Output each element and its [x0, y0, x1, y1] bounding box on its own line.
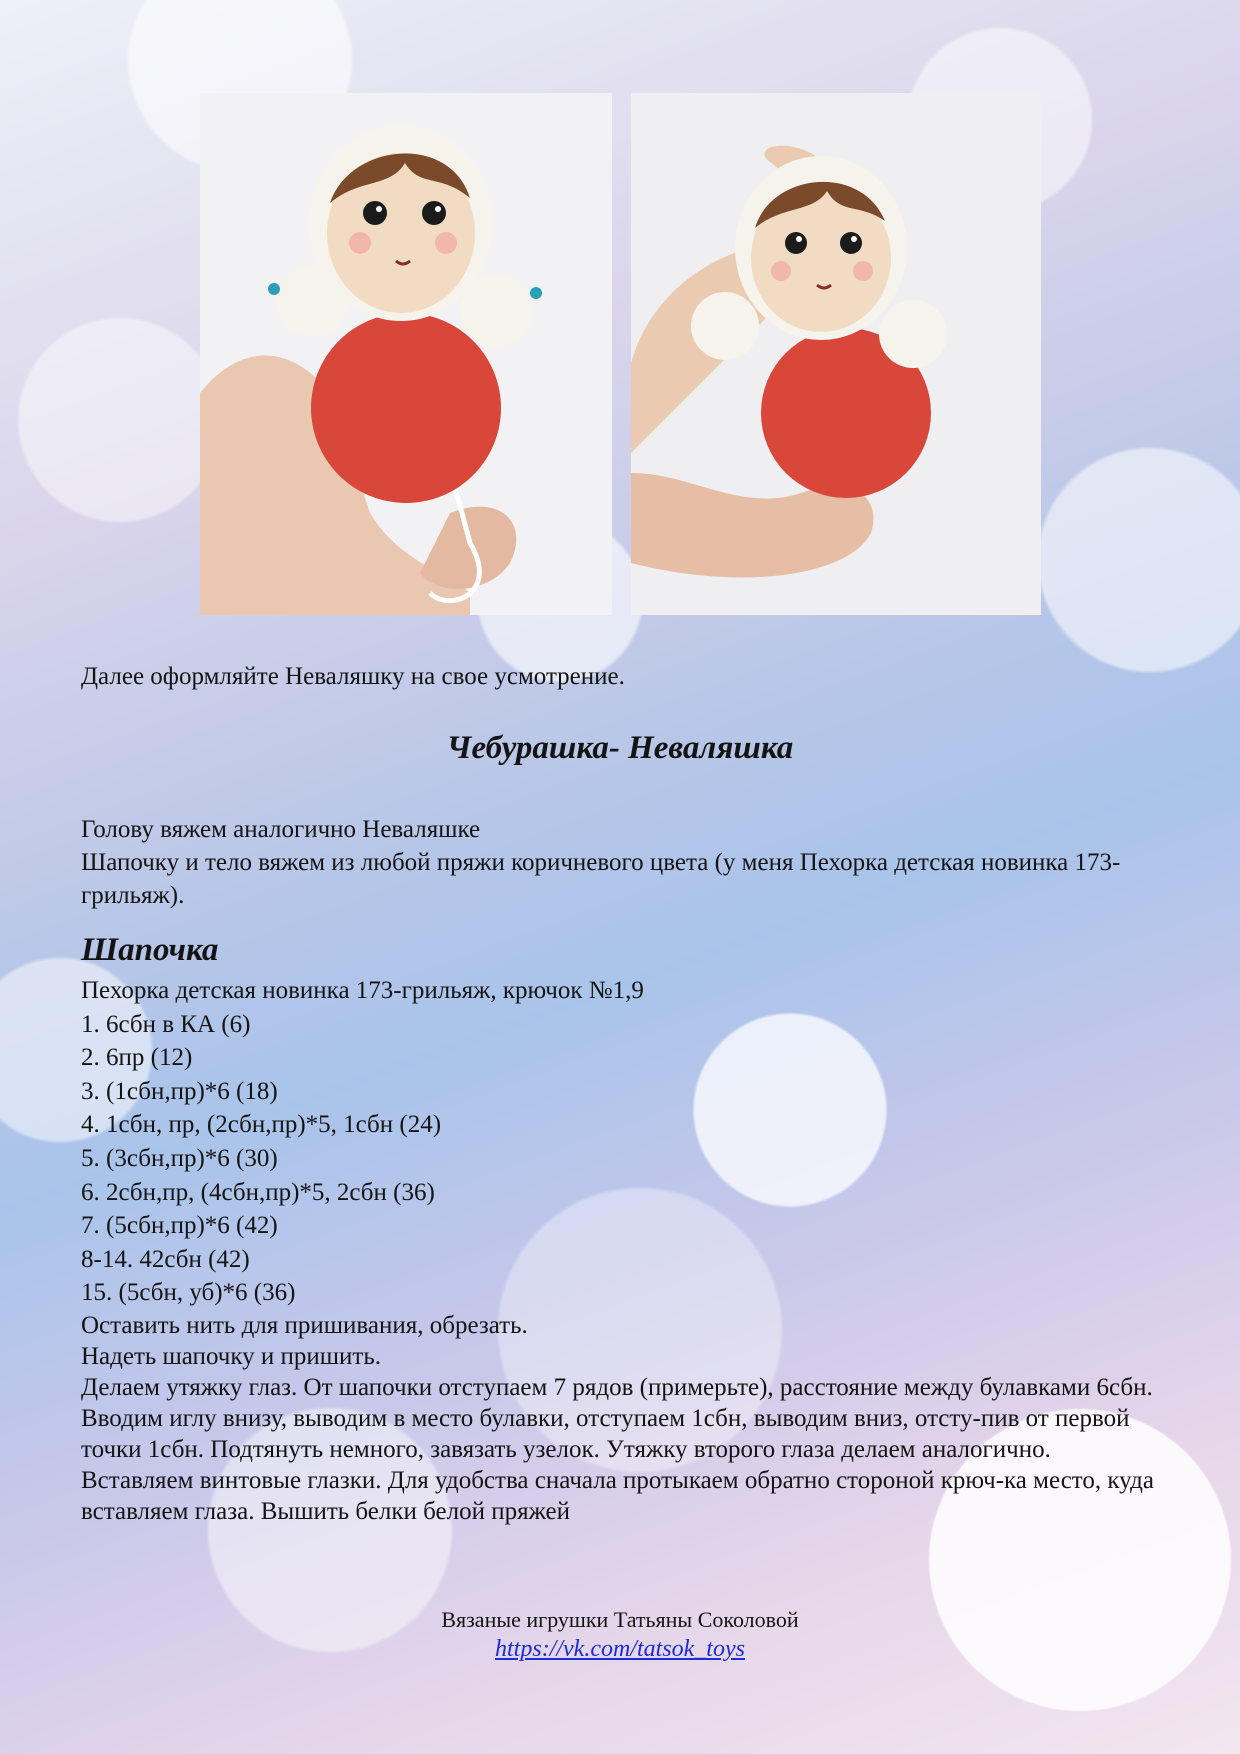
pattern-row: 3. (1сбн,пр)*6 (18): [81, 1077, 278, 1105]
pattern-row: 4. 1сбн, пр, (2сбн,пр)*5, 1сбн (24): [81, 1111, 442, 1139]
pattern-row: 7. (5сбн,пр)*6 (42): [81, 1212, 278, 1240]
doll-photo-right: [631, 93, 1041, 615]
pattern-instructions: [81, 974, 1161, 1527]
description-block: [81, 813, 1161, 912]
instruction-paragraph: Вводим иглу внизу, выводим в место булавки, отступаем 1сбн, выводим вниз, отсту-пив от первой точки 1сбн. Подтянуть немного, завязать узелок. Утяжку второго глаза делаем аналогично.: [81, 1404, 1130, 1463]
description-line: Шапочку и тело вяжем из любой пряжи коричневого цвета (у меня Пехорка детская новинка 173-грильяж).: [81, 849, 1121, 909]
doll-photo-left: [200, 93, 612, 615]
photo-gallery: [0, 93, 1240, 615]
pattern-row: 15. (5сбн, уб)*6 (36): [81, 1279, 296, 1307]
yarn-spec-line: Пехорка детская новинка 173-грильяж, крючок №1,9: [81, 977, 644, 1004]
section-heading: Шапочка: [81, 932, 219, 968]
instruction-paragraph: Надеть шапочку и пришить.: [81, 1342, 381, 1370]
pattern-row: 6. 2сбн,пр, (4сбн,пр)*5, 2сбн (36): [81, 1178, 435, 1206]
description-line: Голову вяжем аналогично Неваляшке: [81, 816, 481, 843]
pattern-row: 5. (3сбн,пр)*6 (30): [81, 1144, 278, 1172]
pattern-row: 8-14. 42сбн (42): [81, 1245, 250, 1273]
pattern-row: 1. 6сбн в КА (6): [81, 1010, 251, 1038]
footer-author: Вязаные игрушки Татьяны Соколовой: [441, 1607, 799, 1632]
center-title: Чебурашка- Неваляшка: [446, 730, 794, 766]
footer-link[interactable]: https://vk.com/tatsok_toys: [495, 1636, 745, 1662]
pattern-row: 2. 6пр (12): [81, 1044, 193, 1072]
intro-text: Далее оформляйте Неваляшку на свое усмотрение.: [81, 663, 625, 690]
instruction-paragraph: Делаем утяжку глаз. От шапочки отступаем 7 рядов (примерьте), расстояние между булавками 6сбн.: [81, 1373, 1153, 1401]
instruction-paragraph: Вставляем винтовые глазки. Для удобства сначала протыкаем обратно стороной крюч-ка место, куда вставляем глаза. Вышить белки белой пряжей: [81, 1466, 1154, 1525]
instruction-paragraph: Оставить нить для пришивания, обрезать.: [81, 1311, 528, 1339]
footer: [0, 1606, 1240, 1664]
